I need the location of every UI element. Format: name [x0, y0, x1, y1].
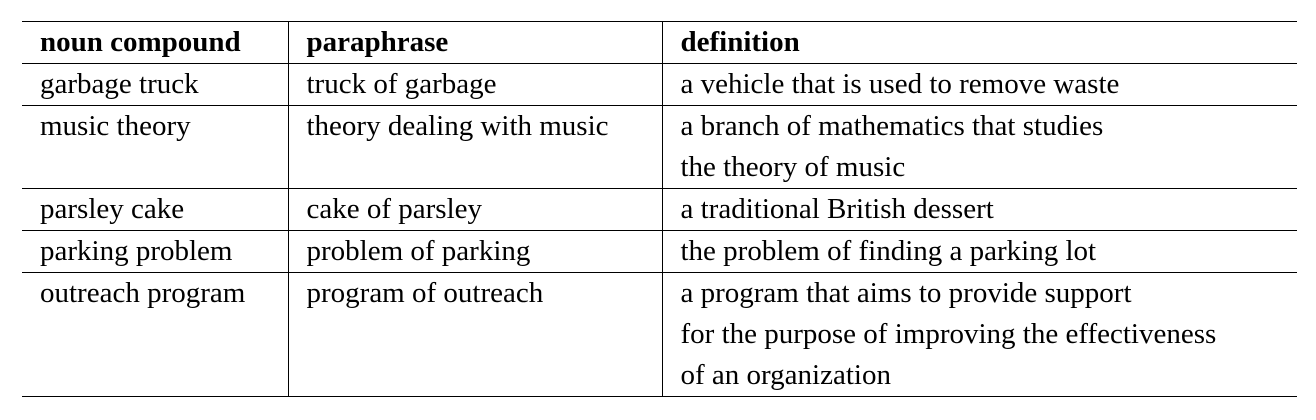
noun-compound-table	[22, 21, 1297, 397]
definition-line: of an organization	[680, 359, 891, 391]
cell-paraphrase: theory dealing with music	[288, 106, 662, 189]
cell-compound: garbage truck	[40, 68, 199, 100]
header-noun-compound: noun compound	[40, 26, 241, 58]
compound-table-container	[22, 21, 1297, 397]
table-row	[22, 189, 1297, 231]
cell-compound: outreach program	[40, 277, 246, 309]
definition-line: a program that aims to provide support	[680, 277, 1132, 309]
cell-definition	[662, 106, 1297, 189]
cell-definition	[662, 231, 1297, 273]
table-row	[22, 64, 1297, 106]
cell-paraphrase: truck of garbage	[288, 64, 662, 106]
table-row	[22, 231, 1297, 273]
cell-compound: parking problem	[40, 235, 233, 267]
cell-definition	[662, 273, 1297, 397]
definition-line: a vehicle that is used to remove waste	[680, 68, 1120, 100]
cell-definition	[662, 189, 1297, 231]
table-row	[22, 273, 1297, 397]
cell-compound: music theory	[40, 110, 191, 142]
definition-line: a traditional British dessert	[680, 193, 994, 225]
header-row	[22, 22, 1297, 64]
table-row	[22, 106, 1297, 189]
cell-paraphrase: cake of parsley	[288, 189, 662, 231]
cell-paraphrase: program of outreach	[288, 273, 662, 397]
definition-line: a branch of mathematics that studies	[680, 110, 1104, 142]
header-paraphrase: paraphrase	[288, 22, 662, 64]
definition-line: the problem of finding a parking lot	[680, 235, 1097, 267]
header-definition: definition	[662, 22, 1297, 64]
definition-line: the theory of music	[680, 151, 906, 183]
cell-definition	[662, 64, 1297, 106]
cell-compound: parsley cake	[40, 193, 185, 225]
definition-line: for the purpose of improving the effectiveness	[680, 318, 1217, 350]
cell-paraphrase: problem of parking	[288, 231, 662, 273]
